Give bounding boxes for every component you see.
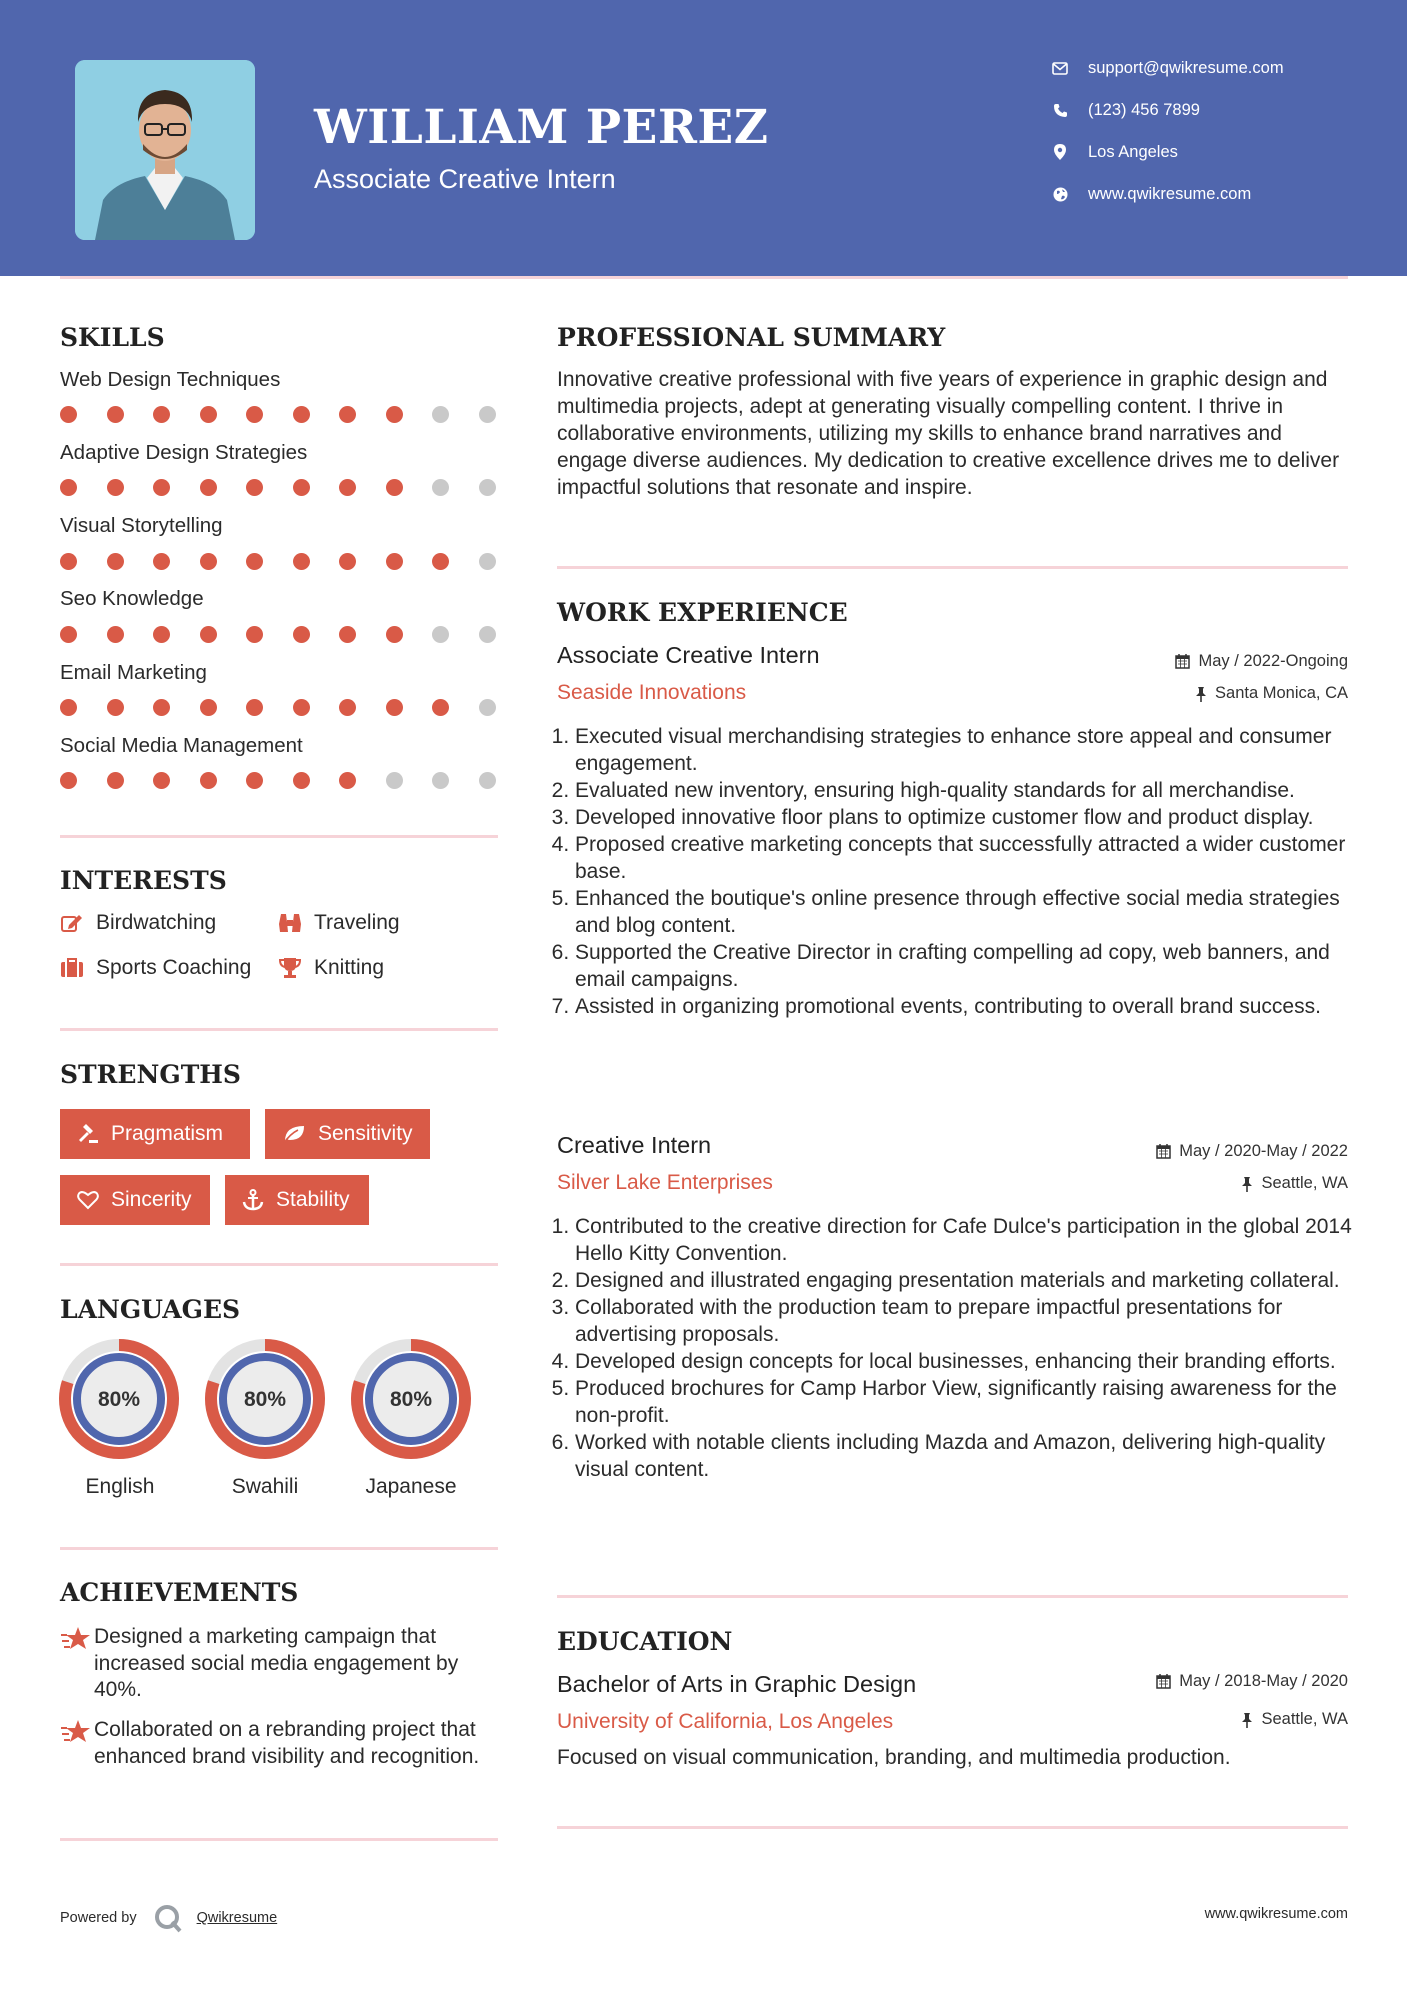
job-date-text: May / 2022-Ongoing — [1198, 652, 1348, 670]
skill-dot-filled — [339, 406, 356, 423]
skill-dot-filled — [60, 479, 77, 496]
skill-dot-filled — [107, 772, 124, 789]
language-percent-label: 80% — [243, 1388, 287, 1411]
footer-powered-by — [60, 1903, 277, 1933]
skill-dot-filled — [386, 479, 403, 496]
skill-dot-filled — [153, 626, 170, 643]
skill-dot-filled — [246, 553, 263, 570]
skill-dot-filled — [386, 699, 403, 716]
contact-website-text: www.qwikresume.com — [1088, 184, 1252, 203]
skill-dot-filled — [432, 699, 449, 716]
job-location — [1241, 1174, 1348, 1193]
list-item: 1. Contributed to the creative direction for Cafe Dulce's participation in the global 2014 Hello Kitty Convention. — [575, 1213, 1365, 1267]
language-name: Japanese — [365, 1475, 457, 1498]
language-name: Swahili — [231, 1475, 299, 1498]
strength-label: Stability — [276, 1188, 350, 1211]
skill-dot-empty — [479, 772, 496, 789]
skill-dot-filled — [200, 553, 217, 570]
skill-dot-empty — [432, 626, 449, 643]
achievement-item — [60, 1717, 500, 1770]
list-item: 6. Worked with notable clients including Mazda and Amazon, delivering high-quality visual content. — [575, 1429, 1365, 1483]
language-name: English — [85, 1475, 155, 1498]
skill-dot-filled — [107, 406, 124, 423]
skill-rating — [60, 406, 525, 423]
skills-heading: SKILLS — [60, 323, 165, 352]
skill-dot-filled — [153, 699, 170, 716]
pushpin-icon — [1241, 1712, 1253, 1728]
job-title: Associate Creative Intern — [557, 642, 820, 668]
section-divider — [60, 1838, 498, 1841]
skill-name: Web Design Techniques — [60, 368, 281, 391]
skill-dot-filled — [153, 553, 170, 570]
languages-heading: LANGUAGES — [60, 1295, 241, 1324]
skill-name: Visual Storytelling — [60, 514, 223, 537]
briefcase-icon — [60, 956, 84, 980]
job-date-text: May / 2020-May / 2022 — [1179, 1142, 1348, 1160]
skill-dot-filled — [432, 553, 449, 570]
skill-dot-filled — [293, 406, 310, 423]
envelope-icon — [1050, 58, 1070, 78]
pushpin-icon — [1241, 1176, 1253, 1192]
language-percent-label: 80% — [97, 1388, 141, 1411]
education-heading: EDUCATION — [557, 1627, 733, 1656]
skill-dot-filled — [386, 626, 403, 643]
section-divider — [557, 1595, 1348, 1598]
star-icon — [60, 1624, 94, 1704]
anchor-icon — [242, 1189, 264, 1211]
skill-dot-filled — [200, 699, 217, 716]
skill-dot-filled — [60, 406, 77, 423]
education-date — [1156, 1672, 1348, 1691]
interest-item — [278, 911, 400, 935]
achievement-text: Collaborated on a rebranding project that enhanced brand visibility and recognition. — [94, 1718, 480, 1768]
binoculars-icon — [278, 911, 302, 935]
skill-dot-filled — [200, 772, 217, 789]
language-ring — [204, 1338, 326, 1465]
skill-rating — [60, 626, 525, 643]
list-item: 6. Supported the Creative Director in crafting compelling ad copy, web banners, and email campaigns. — [575, 939, 1365, 993]
strength-label: Pragmatism — [111, 1122, 224, 1145]
skill-dot-filled — [339, 479, 356, 496]
skill-dot-filled — [153, 406, 170, 423]
skill-dot-filled — [153, 772, 170, 789]
candidate-name: WILLIAM PEREZ — [314, 100, 769, 155]
skill-dot-filled — [246, 479, 263, 496]
interests-heading: INTERESTS — [60, 866, 227, 895]
skill-dot-filled — [246, 626, 263, 643]
job-title: Creative Intern — [557, 1132, 712, 1158]
pencil-square-icon — [60, 911, 84, 935]
education-location — [1241, 1710, 1348, 1729]
calendar-icon — [1156, 1144, 1171, 1159]
profile-photo — [75, 60, 255, 240]
section-divider — [60, 835, 498, 838]
section-divider — [557, 566, 1348, 569]
job-date — [1175, 652, 1348, 671]
job-responsibilities — [557, 723, 1365, 1020]
skill-dot-filled — [246, 772, 263, 789]
skill-dot-empty — [479, 406, 496, 423]
trophy-icon — [278, 956, 302, 980]
skill-rating — [60, 772, 525, 789]
header-divider — [60, 276, 1348, 279]
skill-dot-empty — [479, 553, 496, 570]
list-item: 4. Developed design concepts for local businesses, enhancing their branding efforts. — [575, 1348, 1365, 1375]
job-date — [1156, 1142, 1348, 1161]
language-percent-label: 80% — [389, 1388, 433, 1411]
list-item: 1. Executed visual merchandising strategies to enhance store appeal and consumer engagement. — [575, 723, 1365, 777]
section-divider — [60, 1263, 498, 1266]
job-location-text: Santa Monica, CA — [1215, 684, 1348, 702]
strength-tag — [60, 1109, 250, 1159]
skill-rating — [60, 553, 525, 570]
skill-dot-filled — [200, 479, 217, 496]
leaf-icon — [282, 1124, 306, 1144]
calendar-icon — [1156, 1674, 1171, 1689]
calendar-icon — [1175, 654, 1190, 669]
contact-email-text: support@qwikresume.com — [1088, 58, 1284, 77]
phone-icon — [1050, 100, 1070, 120]
globe-icon — [1050, 184, 1070, 204]
skill-dot-empty — [386, 772, 403, 789]
skill-dot-filled — [339, 772, 356, 789]
strength-tag — [60, 1175, 210, 1225]
contact-website[interactable] — [1050, 184, 1251, 204]
interest-item — [60, 911, 216, 935]
skill-dot-filled — [386, 406, 403, 423]
skill-dot-filled — [200, 406, 217, 423]
list-item: 3. Developed innovative floor plans to optimize customer flow and product display. — [575, 804, 1365, 831]
list-item: 2. Evaluated new inventory, ensuring high-quality standards for all merchandise. — [575, 777, 1365, 804]
achievement-item — [60, 1624, 500, 1704]
strength-label: Sensitivity — [318, 1122, 413, 1145]
degree-title: Bachelor of Arts in Graphic Design — [557, 1671, 917, 1697]
heart-icon — [77, 1190, 99, 1210]
education-date-text: May / 2018-May / 2020 — [1179, 1672, 1348, 1690]
pushpin-icon — [1195, 686, 1207, 702]
skill-dot-filled — [60, 553, 77, 570]
skill-dot-filled — [153, 479, 170, 496]
skill-dot-filled — [293, 479, 310, 496]
skill-name: Social Media Management — [60, 734, 303, 757]
list-item: 5. Enhanced the boutique's online presence through effective social media strategies and blog content. — [575, 885, 1365, 939]
skill-dot-filled — [386, 553, 403, 570]
contact-location — [1050, 142, 1178, 162]
skill-rating — [60, 699, 525, 716]
skill-dot-filled — [293, 553, 310, 570]
company-name: Seaside Innovations — [557, 681, 747, 704]
skill-rating — [60, 479, 525, 496]
interest-item — [278, 956, 384, 980]
company-name: Silver Lake Enterprises — [557, 1171, 773, 1194]
skill-dot-filled — [107, 479, 124, 496]
skill-name: Seo Knowledge — [60, 587, 204, 610]
skill-dot-empty — [432, 406, 449, 423]
strength-label: Sincerity — [111, 1188, 192, 1211]
contact-email[interactable] — [1050, 58, 1284, 78]
skill-dot-filled — [107, 699, 124, 716]
contact-location-text: Los Angeles — [1088, 142, 1178, 161]
section-divider — [60, 1028, 498, 1031]
strengths-heading: STRENGTHS — [60, 1060, 241, 1089]
section-divider — [60, 1547, 498, 1550]
list-item: 3. Collaborated with the production team to prepare impactful presentations for advertising proposals. — [575, 1294, 1365, 1348]
skill-dot-filled — [293, 772, 310, 789]
interest-label: Sports Coaching — [96, 956, 252, 979]
interest-item — [60, 956, 251, 980]
skill-dot-filled — [60, 699, 77, 716]
skill-dot-empty — [432, 772, 449, 789]
skill-dot-filled — [293, 699, 310, 716]
skill-dot-empty — [432, 479, 449, 496]
language-ring — [350, 1338, 472, 1465]
list-item: 7. Assisted in organizing promotional events, contributing to overall brand success. — [575, 993, 1365, 1020]
star-icon — [60, 1717, 94, 1770]
job-responsibilities — [557, 1213, 1365, 1483]
school-name: University of California, Los Angeles — [557, 1710, 894, 1733]
skill-dot-empty — [479, 479, 496, 496]
interest-label: Traveling — [314, 911, 400, 934]
contact-phone-text: (123) 456 7899 — [1088, 100, 1200, 119]
experience-heading: WORK EXPERIENCE — [557, 598, 848, 627]
powered-by-label: Powered by — [60, 1910, 137, 1926]
skill-name: Adaptive Design Strategies — [60, 441, 308, 464]
interest-label: Birdwatching — [96, 911, 217, 934]
summary-text: Innovative creative professional with five years of experience in graphic design and multimedia projects, adept at generating visually compelling content. I thrive in collaborative environments, utilizing my skills to enhance brand narratives and engage diverse audiences. My dedication to creative excellence drives me to deliver impactful solutions that resonate and inspire. — [557, 368, 1340, 499]
gavel-icon — [77, 1123, 99, 1145]
candidate-title: Associate Creative Intern — [314, 164, 616, 194]
language-ring — [58, 1338, 180, 1465]
map-marker-icon — [1050, 142, 1070, 162]
skill-dot-empty — [479, 626, 496, 643]
education-description: Focused on visual communication, branding, and multimedia production. — [557, 1746, 1231, 1769]
skill-name: Email Marketing — [60, 661, 207, 684]
job-location — [1195, 684, 1348, 703]
job-location-text: Seattle, WA — [1261, 1174, 1348, 1192]
footer-website[interactable]: www.qwikresume.com — [1204, 1906, 1348, 1922]
list-item: 4. Proposed creative marketing concepts that successfully attracted a wider customer base. — [575, 831, 1365, 885]
skill-dot-filled — [293, 626, 310, 643]
contact-phone[interactable] — [1050, 100, 1200, 120]
skill-dot-filled — [246, 406, 263, 423]
achievement-text: Designed a marketing campaign that increased social media engagement by 40%. — [94, 1625, 459, 1701]
education-location-text: Seattle, WA — [1261, 1710, 1348, 1728]
interest-label: Knitting — [314, 956, 385, 979]
skill-dot-filled — [60, 626, 77, 643]
summary-heading: PROFESSIONAL SUMMARY — [557, 323, 946, 352]
list-item: 5. Produced brochures for Camp Harbor View, significantly raising awareness for the non-profit. — [575, 1375, 1365, 1429]
skill-dot-filled — [200, 626, 217, 643]
strength-tag — [265, 1109, 430, 1159]
qwikresume-logo-icon — [153, 1903, 183, 1933]
qwikresume-link[interactable]: Qwikresume — [196, 1910, 278, 1926]
skill-dot-filled — [339, 699, 356, 716]
skill-dot-filled — [60, 772, 77, 789]
strength-tag — [225, 1175, 369, 1225]
skill-dot-filled — [339, 626, 356, 643]
list-item: 2. Designed and illustrated engaging presentation materials and marketing collateral. — [575, 1267, 1365, 1294]
achievements-heading: ACHIEVEMENTS — [60, 1578, 299, 1607]
skill-dot-filled — [339, 553, 356, 570]
skill-dot-filled — [107, 553, 124, 570]
section-divider — [557, 1826, 1348, 1829]
skill-dot-filled — [246, 699, 263, 716]
skill-dot-empty — [479, 699, 496, 716]
skill-dot-filled — [107, 626, 124, 643]
